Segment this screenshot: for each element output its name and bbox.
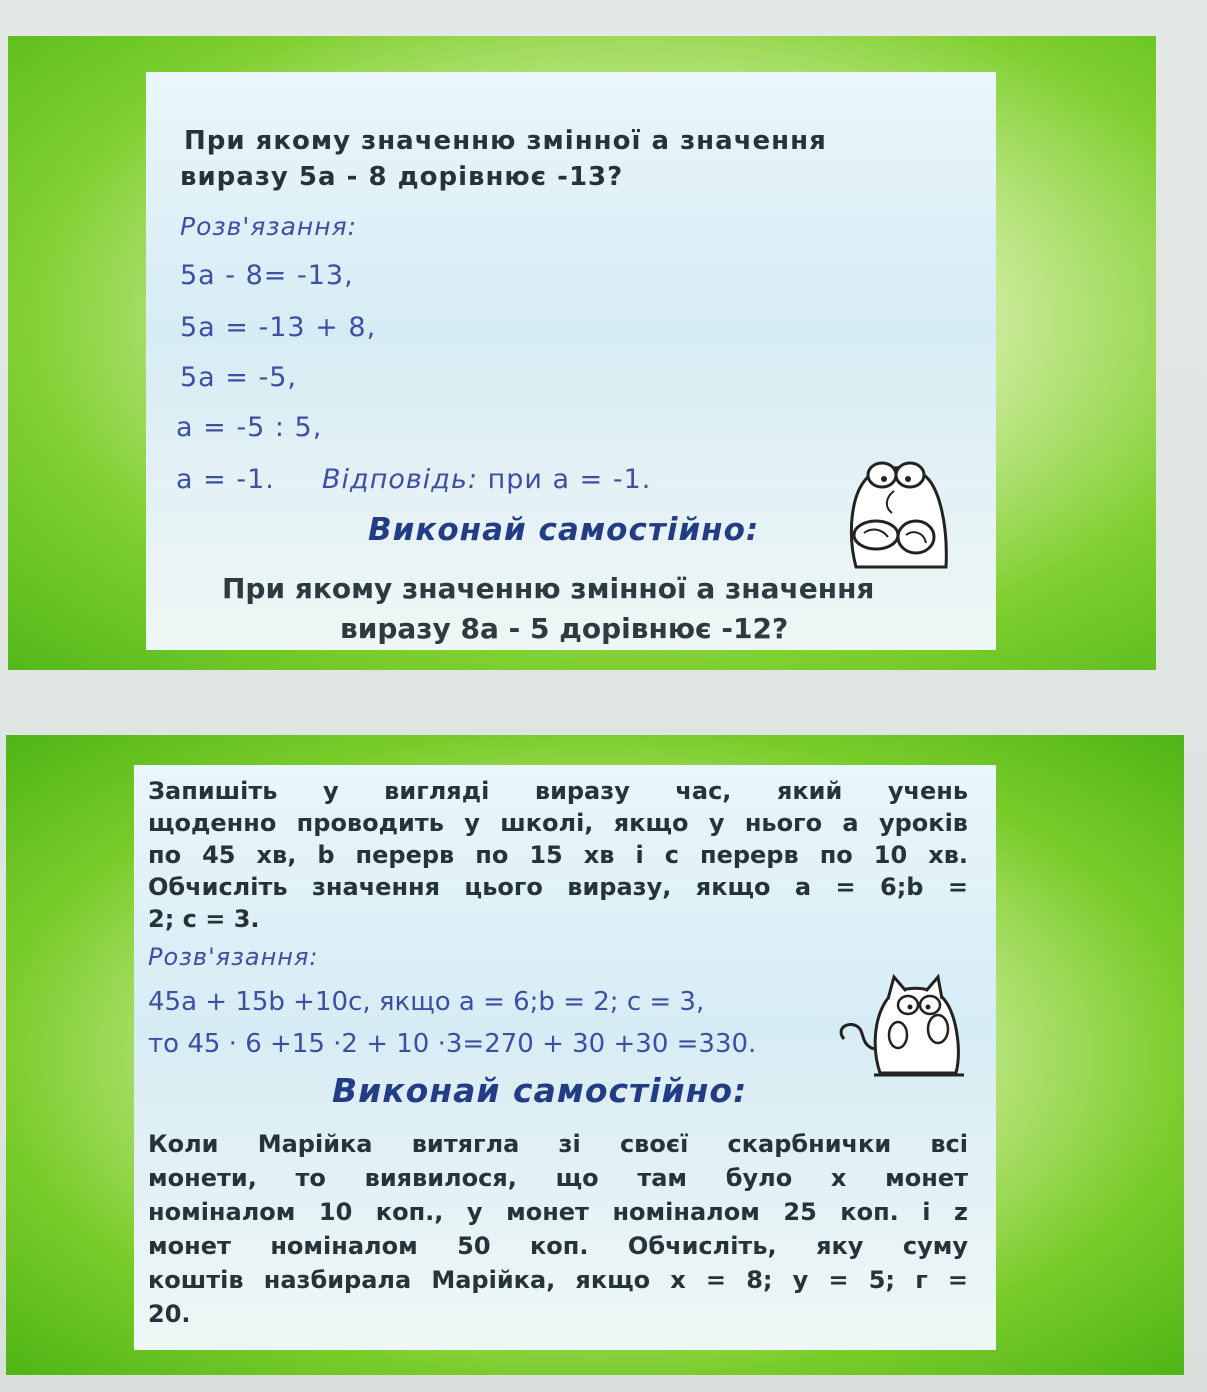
- cat-cartoon-icon: [836, 457, 961, 572]
- question-line-4: Обчисліть значення цього виразу, якщо а = 6;b =: [148, 873, 968, 901]
- task-line-4: монет номіналом 50 коп. Обчисліть, яку суму: [148, 1232, 968, 1260]
- question-line-1: При якому значенню змінної а значення: [184, 126, 827, 156]
- task-heading: Виконай самостійно:: [368, 512, 760, 548]
- solution-result: [176, 464, 651, 495]
- task-heading: Виконай самостійно:: [332, 1071, 748, 1110]
- solution-step-2: 5а = -13 + 8,: [180, 312, 377, 343]
- question-line-3: по 45 хв, b перерв по 15 хв і с перерв по 10 хв.: [148, 841, 968, 869]
- answer-value: при а = -1.: [487, 464, 652, 495]
- task-line-5: коштів назбирала Марійка, якщо х = 8; у = 5; г =: [148, 1266, 968, 1294]
- last-step: а = -1.: [176, 464, 275, 495]
- question-line-5: 2; с = 3.: [148, 905, 260, 933]
- solution-step-1: 5а - 8= -13,: [180, 260, 354, 291]
- task-line-2: монети, то виявилося, що там було х монет: [148, 1164, 968, 1192]
- task-line-6: 20.: [148, 1300, 191, 1328]
- solution-step-3: 5а = -5,: [180, 362, 298, 393]
- solution-heading: Розв'язання:: [180, 212, 358, 241]
- solution-line-2: то 45 · 6 +15 ·2 + 10 ·3=270 + 30 +30 =330.: [148, 1029, 757, 1059]
- task-block: [148, 1127, 968, 1331]
- task-line-3: номіналом 10 коп., у монет номіналом 25 коп. і z: [148, 1198, 968, 1226]
- slide-2: [6, 735, 1184, 1375]
- slide-1: [8, 36, 1156, 670]
- solution-line-1: 45а + 15b +10с, якщо а = 6;b = 2; с = 3,: [148, 987, 705, 1017]
- question-block: [148, 775, 968, 935]
- task-line-2: виразу 8а - 5 дорівнює -12?: [340, 612, 789, 645]
- question-line-1: Запишіть у вигляді виразу час, який учень: [148, 777, 968, 805]
- solution-heading: Розв'язання:: [148, 943, 319, 971]
- task-line-1: Коли Марійка витягла зі своєї скарбнички всі: [148, 1130, 968, 1158]
- cat-cartoon-icon: [834, 969, 974, 1084]
- solution-step-4: а = -5 : 5,: [176, 412, 323, 443]
- question-line-2: виразу 5а - 8 дорівнює -13?: [180, 162, 624, 192]
- slide-2-card: [134, 765, 996, 1350]
- task-line-1: При якому значенню змінної а значення: [222, 572, 875, 605]
- question-line-2: щоденно проводить у школі, якщо у нього а уроків: [148, 809, 968, 837]
- slide-1-card: [146, 72, 996, 650]
- answer-label: Відповідь:: [322, 464, 478, 495]
